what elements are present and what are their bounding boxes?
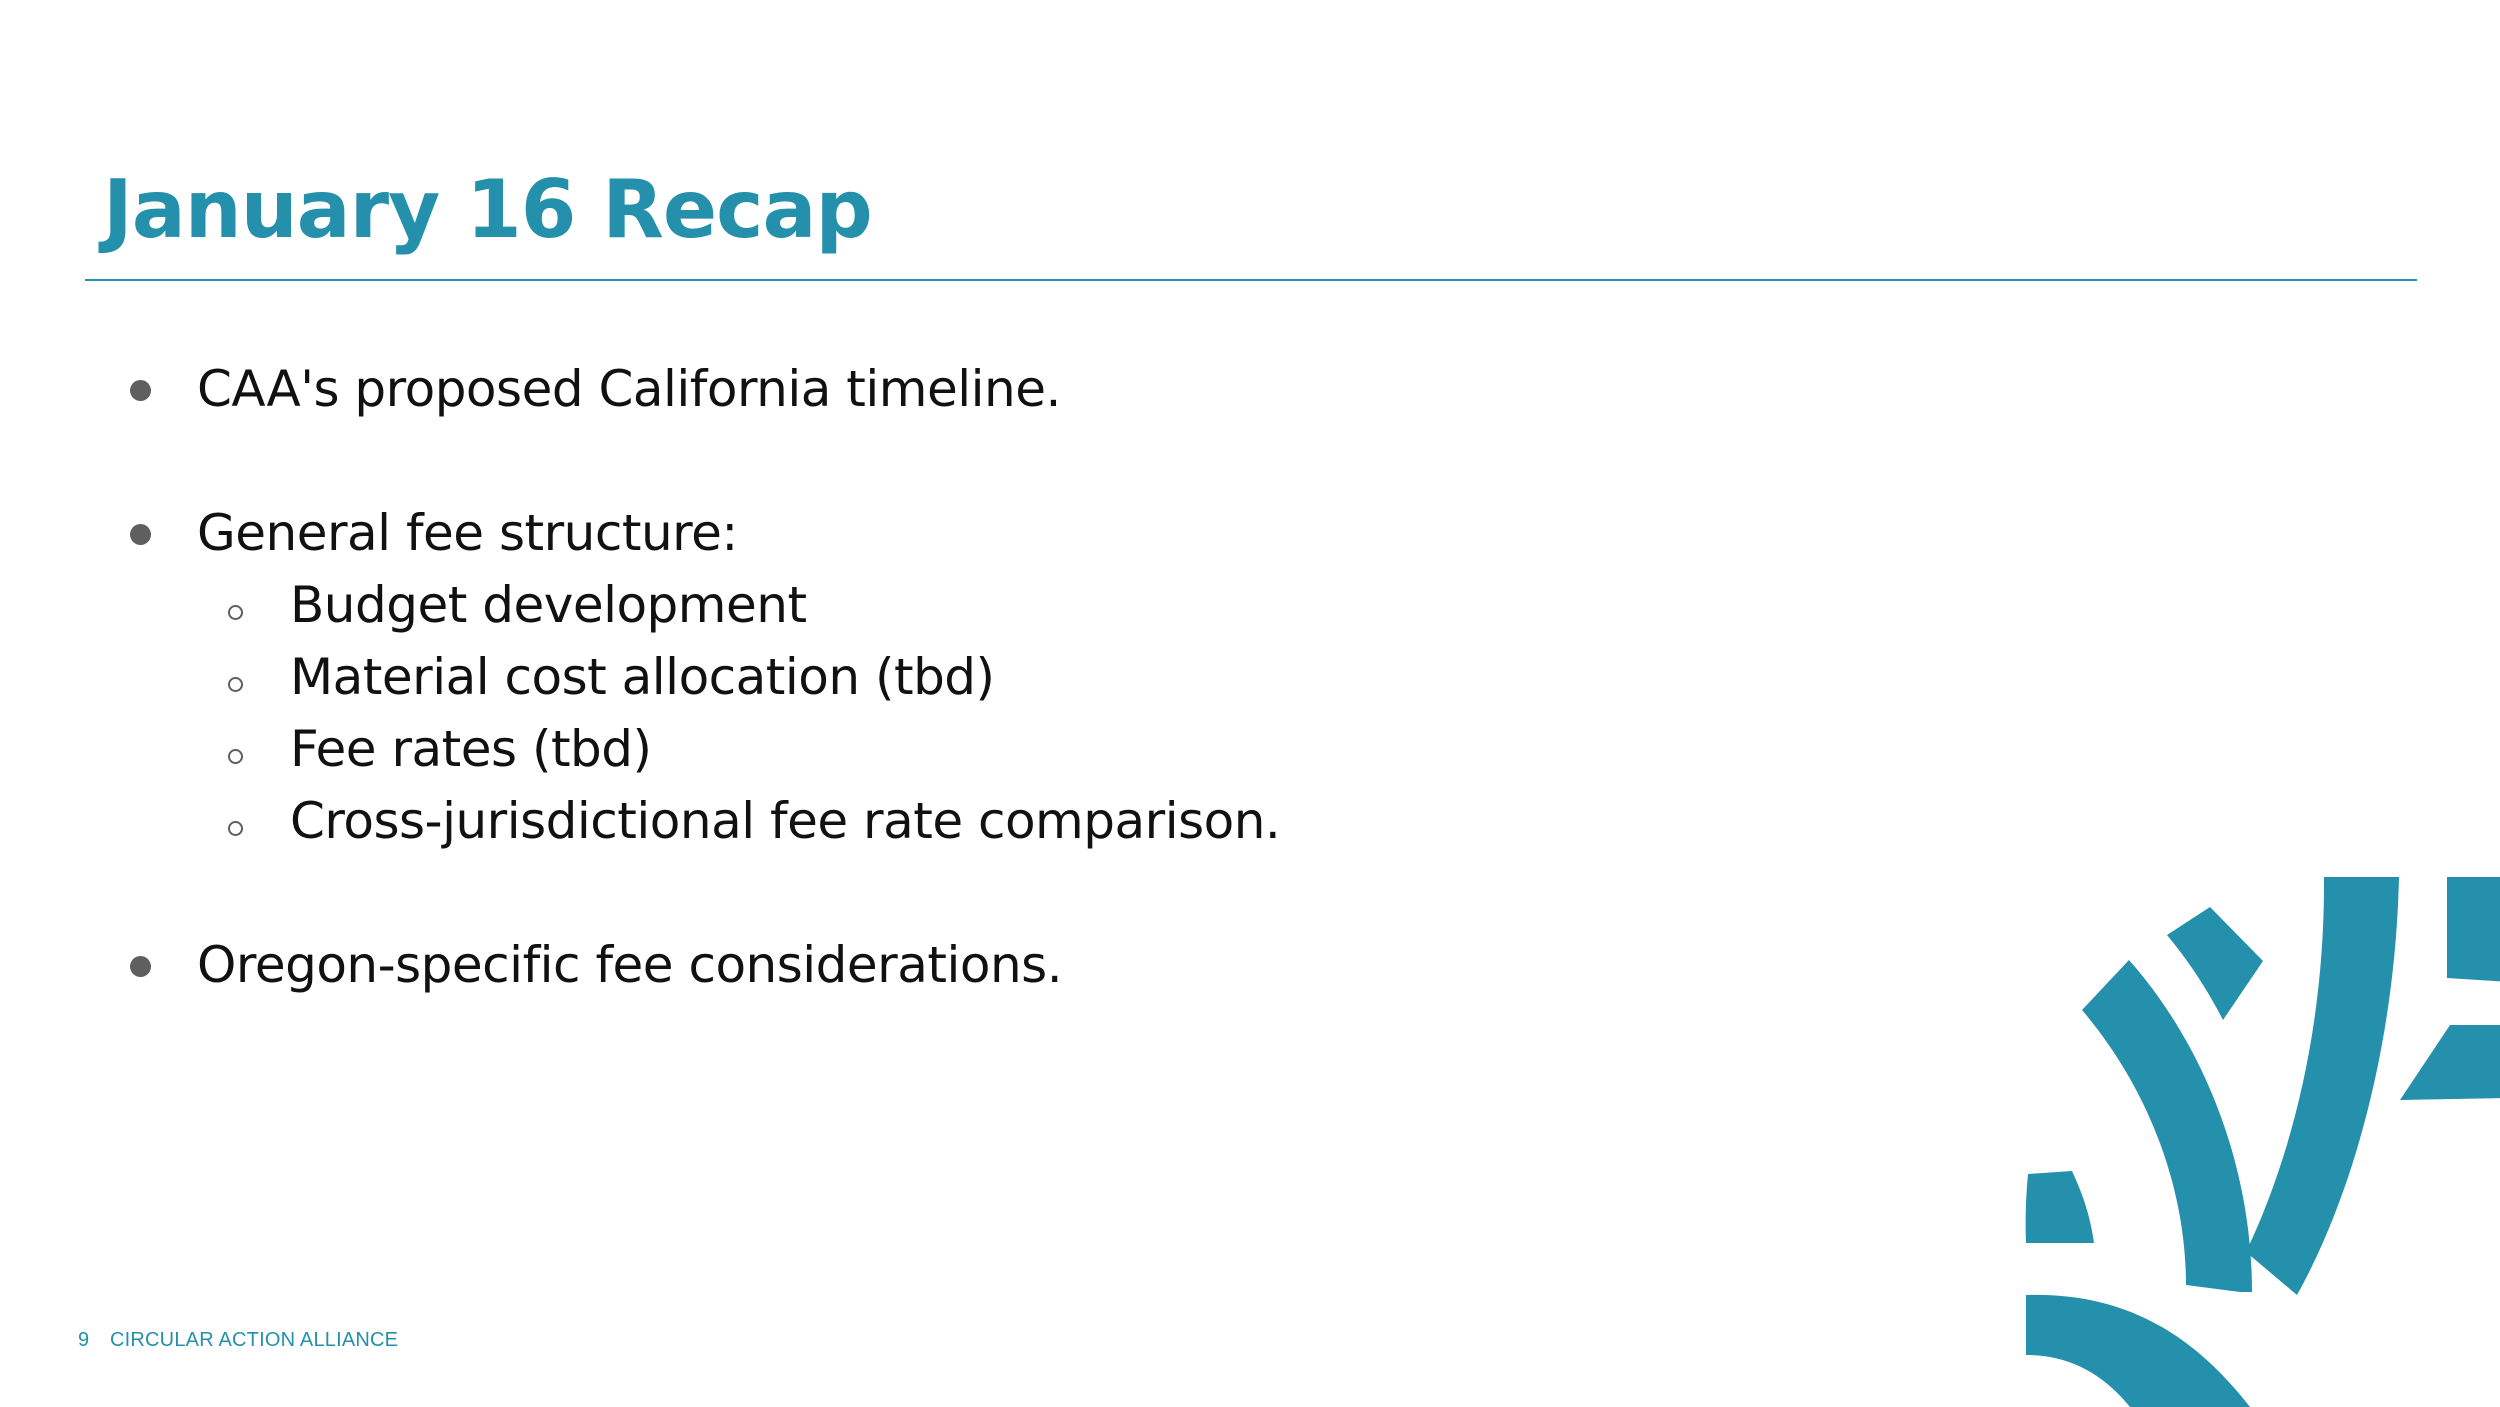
bullet-item bbox=[197, 935, 1062, 995]
bullet-item bbox=[197, 503, 738, 563]
sub-bullet-text: Fee rates (tbd) bbox=[290, 720, 652, 778]
bullet-ring-icon bbox=[228, 677, 243, 692]
bullet-dot-icon bbox=[130, 524, 151, 545]
sub-bullet-text: Material cost allocation (tbd) bbox=[290, 648, 995, 706]
sub-bullet-item bbox=[290, 575, 807, 635]
sub-bullet-item bbox=[290, 791, 1280, 851]
sub-bullet-item bbox=[290, 647, 995, 707]
slide-title: January 16 Recap bbox=[103, 163, 872, 256]
bullet-text: General fee structure: bbox=[197, 504, 738, 562]
bullet-ring-icon bbox=[228, 749, 243, 764]
sub-bullet-text: Budget development bbox=[290, 576, 807, 634]
bullet-item bbox=[197, 359, 1061, 419]
sub-bullet-text: Cross-jurisdictional fee rate comparison. bbox=[290, 792, 1281, 850]
sub-bullet-item bbox=[290, 719, 652, 779]
bullet-text: Oregon-specific fee considerations. bbox=[197, 936, 1063, 994]
bullet-text: CAA's proposed California timeline. bbox=[197, 360, 1061, 418]
title-divider bbox=[85, 279, 2417, 281]
bullet-dot-icon bbox=[130, 956, 151, 977]
bullet-ring-icon bbox=[228, 605, 243, 620]
bullet-ring-icon bbox=[228, 821, 243, 836]
bullet-dot-icon bbox=[130, 380, 151, 401]
page-number: 9 bbox=[78, 1329, 90, 1351]
footer-brand: CIRCULAR ACTION ALLIANCE bbox=[110, 1329, 399, 1351]
circular-action-alliance-logo-icon bbox=[1990, 860, 2500, 1407]
